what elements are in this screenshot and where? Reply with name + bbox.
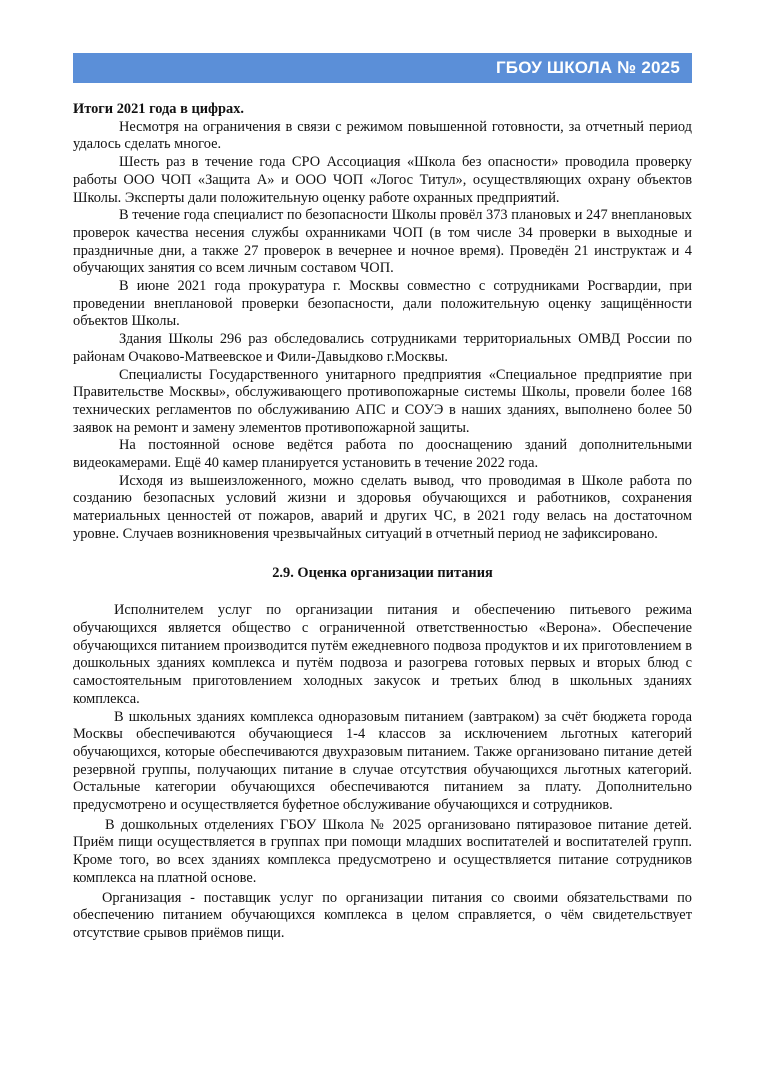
- paragraph: Исполнителем услуг по организации питания и обеспечению питьевого режима обучающихся является общество с ограниченной ответственностью «Верона». Обеспечение обучающихся питанием производится путём ежедневного подвоза продуктов и их приготовлением в дошкольных зданиях комплекса и путём подвоза и разогрева готовых первых и вторых блюд с самостоятельным приготовлением холодных закусок и третьих блюд в школьных зданиях комплекса.: [73, 602, 692, 707]
- paragraph: Организация - поставщик услуг по организации питания со своими обязательствами по обеспечению питанием обучающихся комплекса в целом справляется, о чём свидетельствует отсутствие срывов приёмов пищи.: [73, 889, 692, 941]
- paragraph: В течение года специалист по безопасности Школы провёл 373 плановых и 247 внеплановых проверок качества несения службы охранниками ЧОП (в том числе 34 проверки в выходные и праздничные дни, а также 27 проверок в вечернее и ночное время). Проведён 21 инструктаж и 4 обучающих занятия со всем личным составом ЧОП.: [73, 207, 692, 277]
- paragraph: В дошкольных отделениях ГБОУ Школа № 2025 организовано пятиразовое питание детей. Приём пищи осуществляется в группах при помощи младших воспитателей и воспитателей групп. Кроме того, во всех зданиях комплекса предусмотрено и осуществляется питание сотрудников комплекса на платной основе.: [73, 816, 692, 886]
- paragraph: Исходя из вышеизложенного, можно сделать вывод, что проводимая в Школе работа по созданию безопасных условий жизни и здоровья обучающихся и работников, сохранения материальных ценностей от пожаров, аварий и других ЧС, в 2021 году велась на достаточном уровне. Случаев возникновения чрезвычайных ситуаций в отчетный период не зафиксировано.: [73, 472, 692, 542]
- paragraph: На постоянной основе ведётся работа по дооснащению зданий дополнительными видеокамерами. Ещё 40 камер планируется установить в течение 2022 года.: [73, 437, 692, 472]
- paragraph: Здания Школы 296 раз обследовались сотрудниками территориальных ОМВД России по районам Очаково-Матвеевское и Фили-Давыдково г.Москвы.: [73, 331, 692, 365]
- header-title: ГБОУ ШКОЛА № 2025: [495, 58, 680, 77]
- section-title-catering: 2.9. Оценка организации питания: [272, 564, 493, 581]
- document-body: [73, 101, 692, 943]
- paragraph: Специалисты Государственного унитарного предприятия «Специальное предприятие при Правительстве Москвы», обслуживающего противопожарные системы Школы, провели более 168 технических регламентов по обслуживанию АПС и СОУЭ в наших зданиях, выполнено более 50 заявок на ремонт и замену элементов противопожарной защиты.: [73, 366, 692, 436]
- header-bar: [73, 53, 692, 83]
- paragraph: Шесть раз в течение года СРО Ассоциация «Школа без опасности» проводила проверку работы ООО ЧОП «Защита А» и ООО ЧОП «Логос Титул», осуществляющих охрану объектов Школы. Эксперты дали положительную оценку работе охранных предприятий.: [73, 154, 692, 206]
- section-heading-results-2021: Итоги 2021 года в цифрах.: [73, 101, 245, 117]
- paragraph: В июне 2021 года прокуратура г. Москвы совместно с сотрудниками Росгвардии, при проведении внеплановой проверки безопасности, дали положительную оценку защищённости объектов Школы.: [73, 278, 692, 330]
- paragraph: В школьных зданиях комплекса одноразовым питанием (завтраком) за счёт бюджета города Москвы обеспечиваются обучающиеся 1-4 классов за исключением льготных категорий обучающихся, которые обеспечиваются двухразовым питанием. Также организовано питание детей резервной группы, получающих питание в случае отсутствия обучающихся льготных категорий. Остальные категории обучающихся обеспечиваются питанием за плату. Дополнительно предусмотрено и осуществляется буфетное обслуживание обучающихся и сотрудников.: [73, 708, 692, 814]
- paragraph: Несмотря на ограничения в связи с режимом повышенной готовности, за отчетный период удалось сделать многое.: [73, 118, 692, 153]
